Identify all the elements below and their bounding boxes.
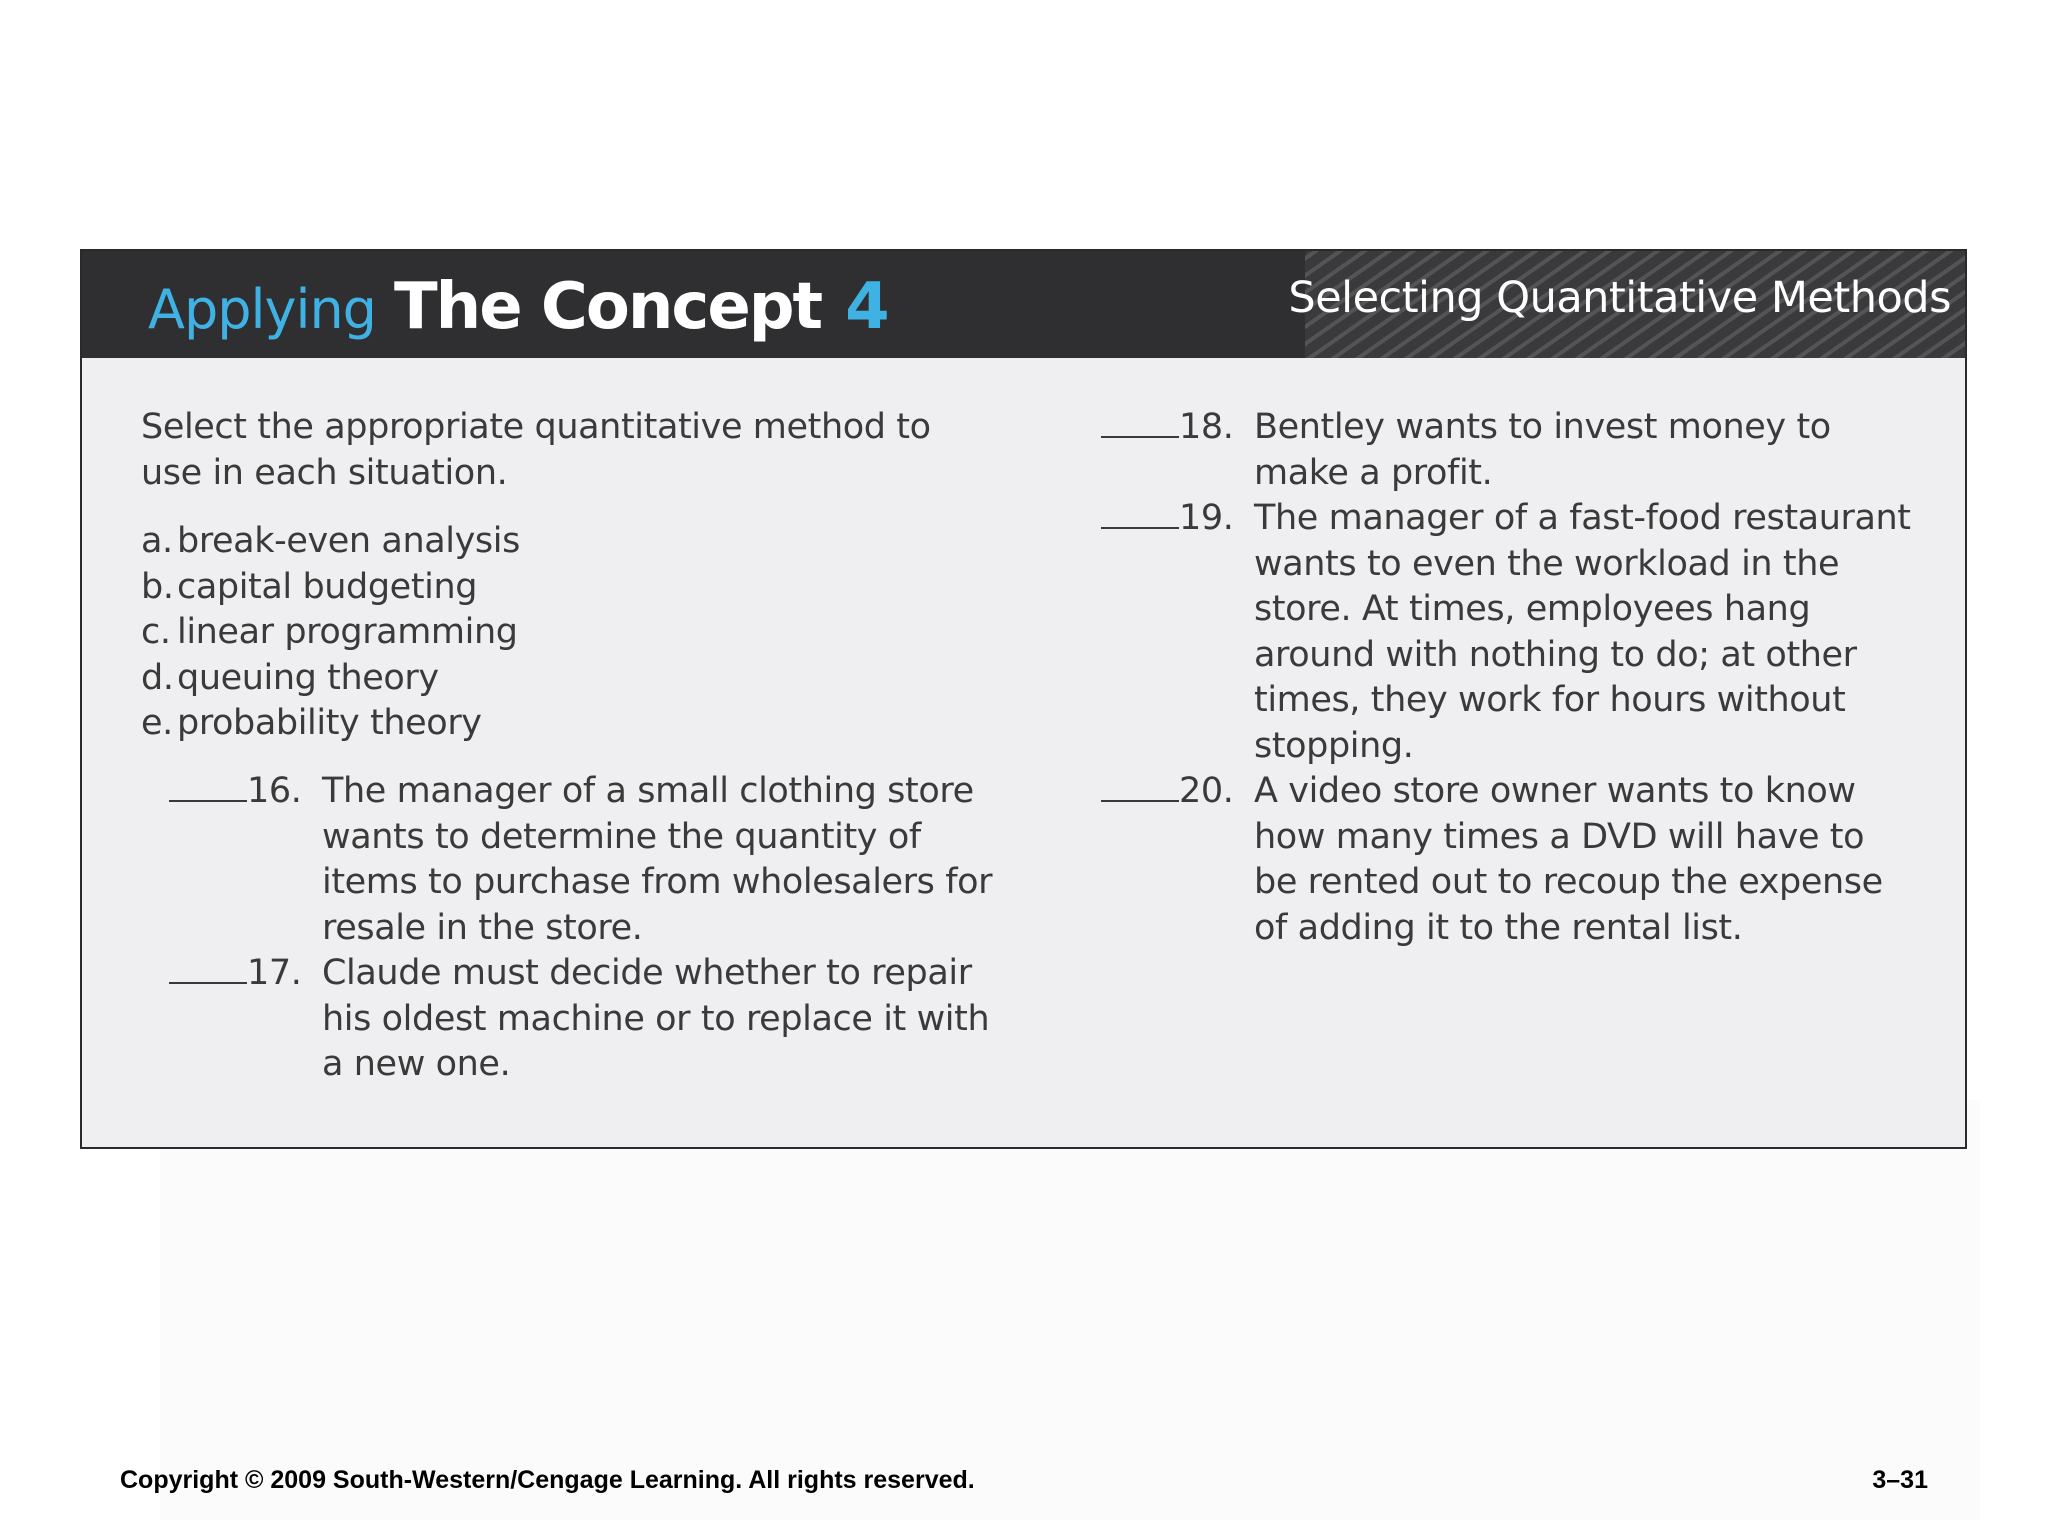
option-letter: b. xyxy=(141,566,174,607)
question-16 xyxy=(169,769,1002,951)
question-20 xyxy=(1101,769,1914,951)
option-text: linear programming xyxy=(177,612,518,653)
answer-blank xyxy=(1101,757,1179,802)
question-number: 19. xyxy=(1179,498,1234,538)
panel-title xyxy=(148,257,890,357)
instructions: Select the appropriate quantitative method to use in each situation. xyxy=(141,407,931,493)
panel-subtitle: Selecting Quantitative Methods xyxy=(1288,273,1951,323)
option-item xyxy=(141,519,961,565)
option-letter: c. xyxy=(141,612,171,653)
concept-panel xyxy=(80,249,1967,1149)
question-text: The manager of a small clothing store wants to determine the quantity of items to purchase from wholesalers for resale in the store. xyxy=(322,771,993,948)
answer-blank xyxy=(169,757,247,802)
option-item xyxy=(141,610,961,656)
question-19 xyxy=(1101,496,1914,770)
option-text: break-even analysis xyxy=(177,521,520,561)
option-letter: d. xyxy=(141,657,174,698)
question-number: 16. xyxy=(247,771,302,811)
option-letter: a. xyxy=(141,521,173,561)
question-text: Claude must decide whether to repair his oldest machine or to replace it with a new one. xyxy=(322,953,990,1085)
question-18 xyxy=(1101,405,1914,496)
option-letter: e. xyxy=(141,703,173,744)
question-17 xyxy=(169,951,1002,1088)
option-item xyxy=(141,701,961,747)
title-number: 4 xyxy=(845,270,890,344)
question-number: 20. xyxy=(1179,771,1234,811)
question-number: 18. xyxy=(1179,407,1234,447)
slide-number: 3–31 xyxy=(1872,1466,1928,1494)
question-text: Bentley wants to invest money to make a profit. xyxy=(1254,407,1831,493)
answer-blank xyxy=(1101,484,1179,529)
option-text: queuing theory xyxy=(177,657,439,698)
question-text: A video store owner wants to know how many times a DVD will have to be rented out to recoup the expense of adding it to the rental list. xyxy=(1254,771,1883,948)
answer-blank xyxy=(1101,393,1179,438)
panel-header xyxy=(82,251,1965,358)
title-prefix: Applying xyxy=(148,278,376,341)
title-main: The Concept xyxy=(393,270,822,344)
copyright-notice: Copyright © 2009 South-Western/Cengage Learning. All rights reserved. xyxy=(120,1466,975,1494)
option-item xyxy=(141,565,961,611)
option-item xyxy=(141,656,961,702)
method-options-list xyxy=(141,519,961,747)
question-text: The manager of a fast-food restaurant wants to even the workload in the store. At times, employees hang around with nothing to do; at other times, they work for hours without stopping. xyxy=(1254,498,1911,766)
answer-blank xyxy=(169,939,247,984)
option-text: probability theory xyxy=(177,703,482,744)
option-text: capital budgeting xyxy=(177,566,478,607)
page-background xyxy=(160,1100,1980,1520)
question-number: 17. xyxy=(247,953,302,993)
